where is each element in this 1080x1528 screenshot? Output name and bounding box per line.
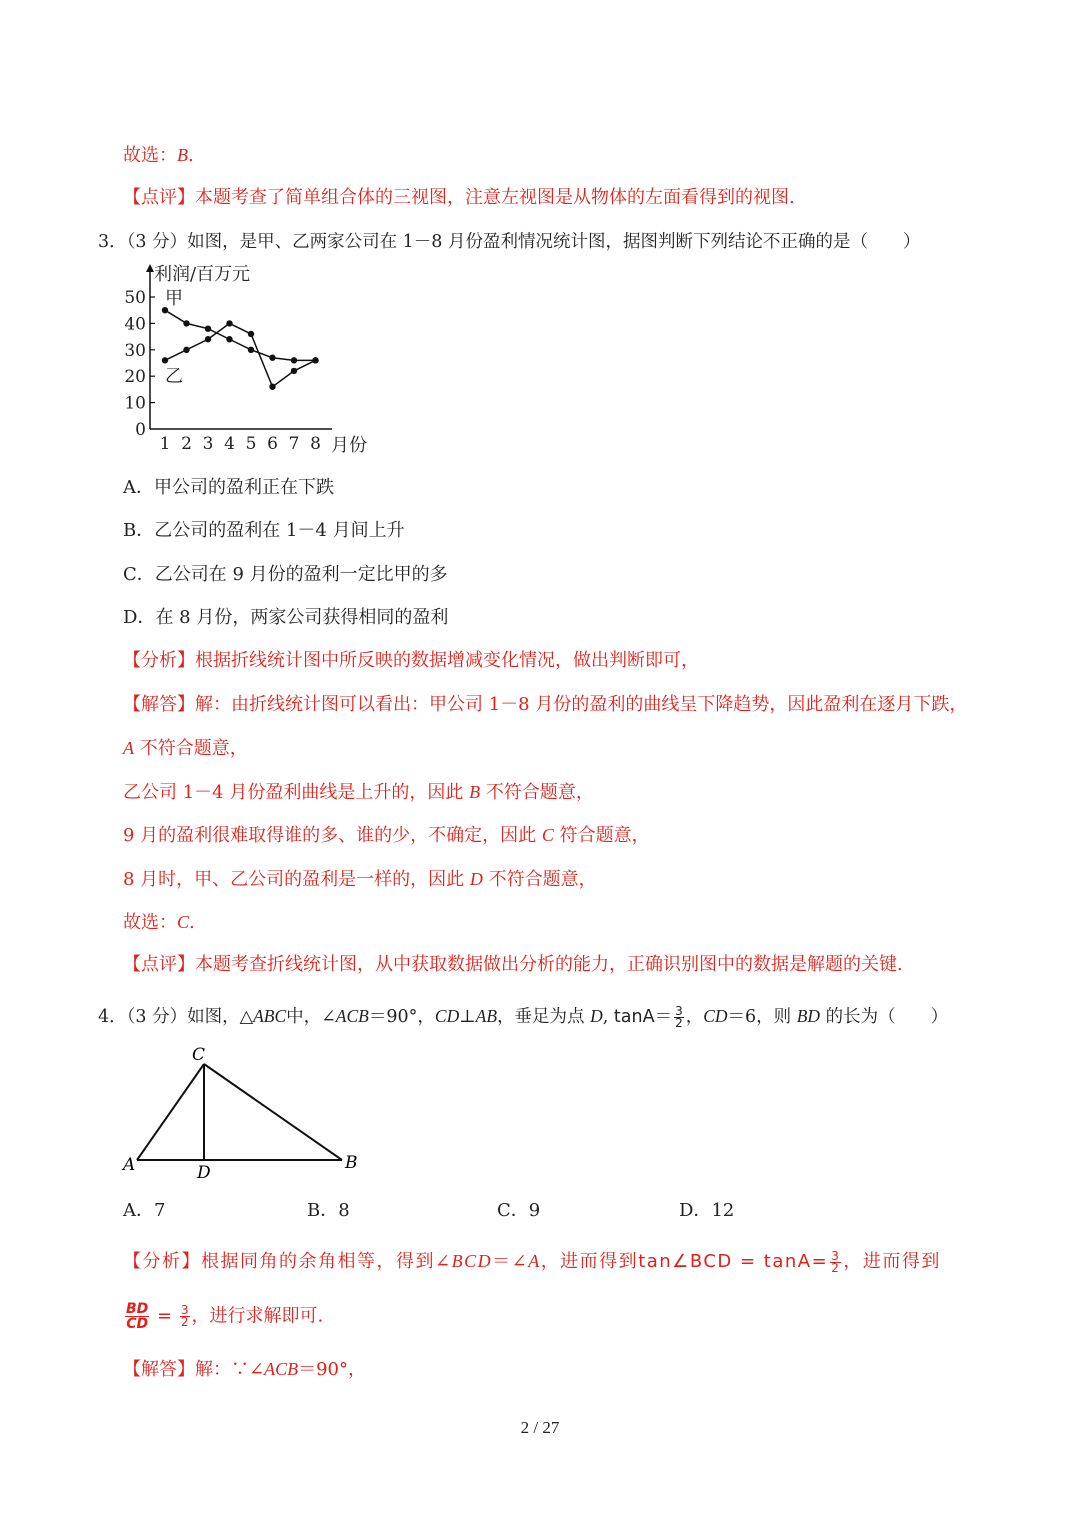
y-tick-label: 0 xyxy=(135,420,146,440)
question-number: 3． xyxy=(98,232,127,252)
stem-text: 中，∠ xyxy=(286,1007,336,1027)
side-cb xyxy=(204,1064,342,1160)
option-b xyxy=(123,518,405,544)
q4-option-b xyxy=(307,1198,350,1224)
fraction-denominator: 2 xyxy=(180,1315,189,1329)
y-axis-label: 利润/百万元 xyxy=(154,264,251,285)
stem-text: ＝6，则 xyxy=(727,1007,797,1027)
series-line xyxy=(165,310,316,360)
stem-text: ，垂足为点 xyxy=(497,1007,591,1027)
stem-math: ACB xyxy=(335,1006,369,1026)
data-point xyxy=(269,355,275,361)
series-label: 乙 xyxy=(165,366,183,387)
option-letter: A． xyxy=(123,477,154,498)
stem-math: ABC xyxy=(253,1006,287,1026)
x-tick-label: 8 xyxy=(310,434,321,454)
x-tick-label: 5 xyxy=(245,434,257,454)
series-label: 甲 xyxy=(165,288,183,309)
y-tick-label: 30 xyxy=(124,340,146,361)
y-tick-label: 20 xyxy=(124,367,146,388)
stem-text: ＝90°， xyxy=(368,1007,435,1027)
chart-series xyxy=(162,288,319,390)
x-tick-label: 4 xyxy=(224,434,235,454)
answer-suffix: . xyxy=(189,912,195,933)
data-point xyxy=(226,320,232,326)
page-number: 2 / 27 xyxy=(520,1418,560,1437)
comment-text: 本题考查折线统计图，从中获取数据做出分析的能力，正确识别图中的数据是解题的关键. xyxy=(195,954,903,975)
q3-solution-line-1 xyxy=(123,692,967,718)
y-tick-label: 40 xyxy=(124,314,146,335)
question-score: （3 分） xyxy=(126,232,188,252)
analysis-tag: 【分析】 xyxy=(123,1251,201,1272)
stem-text: 如图，△ xyxy=(187,1007,254,1027)
y-axis-arrow xyxy=(146,264,154,272)
question-number: 4． xyxy=(98,1007,127,1027)
analysis-text: 根据折线统计图中所反映的数据增减变化情况，做出判断即可， xyxy=(195,650,699,671)
stem-text: ， xyxy=(685,1007,704,1027)
chart-axes xyxy=(124,264,367,456)
option-c xyxy=(123,562,448,588)
triangle-figure xyxy=(120,1040,370,1185)
fraction-denominator: 2 xyxy=(675,1016,683,1030)
vertex-label-a: A xyxy=(123,1155,136,1175)
option-letter: D． xyxy=(679,1200,712,1221)
solution-tag: 【解答】 xyxy=(123,694,195,715)
solution-text: 符合题意， xyxy=(559,825,650,846)
option-letter: A． xyxy=(123,1200,154,1221)
comment-text: 本题考查了简单组合体的三视图，注意左视图是从物体的左面看得到的视图. xyxy=(195,187,795,208)
x-tick-label: 3 xyxy=(202,434,214,454)
option-ref: B xyxy=(469,782,481,802)
answer-letter: B xyxy=(177,145,188,165)
analysis-math: BCD xyxy=(451,1251,493,1271)
fraction-three-halves xyxy=(674,1006,684,1029)
q3-solution-line-2 xyxy=(123,735,248,762)
profit-line-chart xyxy=(120,258,390,458)
option-ref: A xyxy=(123,738,134,758)
option-text: 乙公司的盈利在 1－4 月间上升 xyxy=(154,520,405,541)
option-letter: B． xyxy=(123,520,155,541)
solution-text: 不符合题意， xyxy=(139,738,248,759)
option-text: 甲公司的盈利正在下跌 xyxy=(154,477,334,498)
analysis-math: A xyxy=(528,1251,541,1271)
data-point xyxy=(183,347,189,353)
q3-comment xyxy=(123,952,903,978)
stem-math: CD xyxy=(434,1006,460,1026)
data-point xyxy=(183,320,189,326)
solution-text: 8 月时，甲、乙公司的盈利是一样的，因此 xyxy=(123,869,465,890)
data-point xyxy=(291,357,297,363)
stem-math: BD xyxy=(796,1006,821,1026)
stem-text: ⊥ xyxy=(459,1007,476,1027)
stem-math: AB xyxy=(475,1006,498,1026)
fraction-denominator: 2 xyxy=(831,1260,841,1275)
answer-prefix: 故选： xyxy=(123,912,177,933)
question-score: （3 分） xyxy=(126,1007,188,1027)
analysis-text: ，进而得到 xyxy=(540,1251,639,1272)
solution-text: 不符合题意， xyxy=(488,869,597,890)
data-point xyxy=(248,347,254,353)
option-text: 9 xyxy=(528,1200,541,1221)
question-text: 如图，是甲、乙两家公司在 1－8 月份盈利情况统计图，据图判断下列结论不正确的是（ ） xyxy=(187,232,921,252)
stem-text: 的长为（ ） xyxy=(820,1007,949,1027)
series-line xyxy=(165,323,316,386)
prev-answer xyxy=(123,142,194,169)
solution-math: ACB xyxy=(264,1359,299,1379)
option-letter: B． xyxy=(307,1200,339,1221)
data-point xyxy=(269,384,275,390)
q3-solution-line-3 xyxy=(123,779,594,806)
vertex-label-b: B xyxy=(345,1153,358,1173)
fraction-numerator: 3 xyxy=(675,1004,683,1018)
analysis-text: ＝∠ xyxy=(492,1251,529,1272)
q3-solution-line-5 xyxy=(123,866,597,893)
solution-text: ＝90°， xyxy=(298,1359,366,1380)
fraction-numerator: BD xyxy=(126,1301,149,1317)
stem-text: , xyxy=(602,1007,614,1027)
q3-analysis xyxy=(123,648,699,674)
data-point xyxy=(226,336,232,342)
data-point xyxy=(162,357,168,363)
answer-suffix: . xyxy=(188,145,194,166)
option-text: 乙公司在 9 月份的盈利一定比甲的多 xyxy=(154,564,448,585)
analysis-tag: 【分析】 xyxy=(123,650,195,671)
prev-comment xyxy=(123,185,795,211)
x-axis-label: 月份 xyxy=(331,435,367,456)
data-point xyxy=(205,336,211,342)
fraction-three-halves xyxy=(180,1305,190,1328)
option-ref: D xyxy=(469,869,483,889)
option-a xyxy=(123,475,334,501)
solution-text: 乙公司 1－4 月份盈利曲线是上升的，因此 xyxy=(123,782,464,803)
data-point xyxy=(248,331,254,337)
x-tick-label: 6 xyxy=(267,434,278,454)
option-letter: C． xyxy=(497,1200,529,1221)
data-point xyxy=(312,357,318,363)
side-ca xyxy=(137,1064,204,1160)
stem-math: D xyxy=(590,1006,603,1026)
option-text: 在 8 月份，两家公司获得相同的盈利 xyxy=(155,607,449,628)
stem-math: ＝ xyxy=(654,1007,673,1027)
data-point xyxy=(205,325,211,331)
q4-analysis xyxy=(123,1248,941,1275)
option-ref: C xyxy=(541,825,554,845)
vertex-label-d: D xyxy=(197,1163,211,1183)
q4-solution xyxy=(123,1356,366,1383)
stem-math: tanA xyxy=(613,1007,655,1027)
answer-prefix: 故选： xyxy=(123,145,177,166)
q4-option-d xyxy=(679,1198,734,1224)
analysis-text: 根据同角的余角相等，得到∠ xyxy=(201,1251,452,1272)
option-letter: D． xyxy=(123,607,156,628)
question-3-stem xyxy=(98,229,920,255)
fraction-three-halves xyxy=(830,1248,841,1275)
q4-analysis-line-2 xyxy=(123,1302,323,1331)
q4-option-a xyxy=(123,1198,165,1224)
fraction-numerator: 3 xyxy=(180,1303,189,1317)
answer-letter: C xyxy=(177,912,190,932)
x-tick-label: 1 xyxy=(159,434,171,454)
q4-option-c xyxy=(497,1198,540,1224)
option-text: 12 xyxy=(711,1200,735,1221)
solution-text: 9 月的盈利很难取得谁的多、谁的少，不确定，因此 xyxy=(123,825,537,846)
option-d xyxy=(123,605,448,631)
question-4-stem xyxy=(98,1003,948,1030)
fraction-denominator: CD xyxy=(126,1316,149,1332)
option-text: 7 xyxy=(154,1200,166,1221)
option-letter: C． xyxy=(123,564,155,585)
solution-text: 解：∵∠ xyxy=(195,1359,265,1380)
fraction-bd-over-cd xyxy=(125,1302,149,1331)
comment-tag: 【点评】 xyxy=(123,954,195,975)
q3-answer xyxy=(123,909,195,936)
data-point xyxy=(291,368,297,374)
analysis-math: tan∠BCD = tanA= xyxy=(638,1251,829,1272)
solution-tag: 【解答】 xyxy=(123,1359,195,1380)
equals-sign: = xyxy=(157,1305,173,1327)
stem-math: CD xyxy=(703,1006,728,1026)
option-text: 8 xyxy=(338,1200,350,1221)
analysis-text: ，进而得到 xyxy=(843,1251,941,1272)
y-tick-label: 10 xyxy=(124,393,146,414)
comment-tag: 【点评】 xyxy=(123,187,195,208)
x-tick-label: 7 xyxy=(288,434,300,454)
solution-text: 解：由折线统计图可以看出：甲公司 1－8 月份的盈利的曲线呈下降趋势，因此盈利在逐月下跌， xyxy=(195,694,968,715)
vertex-label-c: C xyxy=(192,1045,206,1065)
analysis-text: ，进行求解即可. xyxy=(191,1305,324,1327)
q3-solution-line-4 xyxy=(123,822,650,849)
fraction-numerator: 3 xyxy=(831,1248,841,1263)
solution-text: 不符合题意， xyxy=(485,782,594,803)
y-tick-label: 50 xyxy=(124,288,146,308)
x-tick-label: 2 xyxy=(181,434,192,454)
